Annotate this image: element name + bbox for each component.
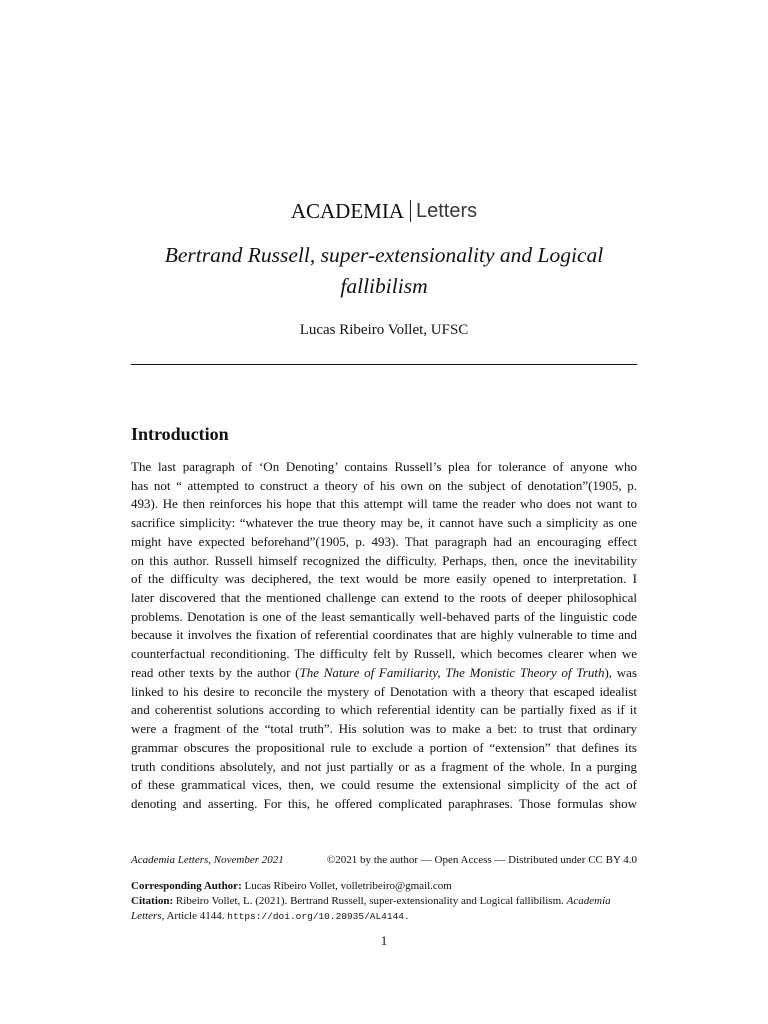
article-title	[0, 240, 768, 302]
corresponding-author-label: Corresponding Author:	[131, 880, 242, 892]
masthead-brand: ACADEMIA	[290, 199, 404, 223]
doi-link[interactable]: https://doi.org/10.20935/AL4144.	[227, 911, 410, 922]
body-line: because it involves the fixation of referential coordinates that are highly vulnerable to time and	[131, 627, 637, 643]
body-line: and coherentist solutions according to which referential identity can be partially fixed as if it	[131, 702, 637, 718]
masthead	[0, 198, 768, 224]
body-line: has not “ attempted to construct a theory of his own on the subject of denotation”(1905, p.	[131, 477, 637, 493]
body-line: denoting and asserting. For this, he offered complicated paraphrases. Those formulas show	[131, 795, 637, 811]
article-title-line: fallibilism	[340, 274, 428, 298]
page-number: 1	[380, 933, 388, 948]
citation-journal: Letters	[131, 910, 162, 922]
corresponding-author-name: Lucas Ribeiro Vollet,	[244, 880, 338, 892]
citation-article: , Article 4144.	[161, 910, 225, 922]
body-line: of these grammatical vices, then, we could resume the extensional simplicity of the act of	[131, 777, 637, 793]
citation-label: Citation:	[131, 895, 174, 907]
body-line-text: read other texts by the author (	[131, 664, 300, 680]
body-line: The last paragraph of ‘On Denoting’ contains Russell’s plea for tolerance of anyone who	[131, 459, 637, 474]
journal-issue: Academia Letters, November 2021	[131, 854, 284, 866]
article-author: Lucas Ribeiro Vollet, UFSC	[299, 322, 469, 338]
body-line: linked to his desire to reconcile the mystery of Denotation with a theory that escaped idealist	[131, 683, 637, 699]
body-paragraph	[131, 458, 637, 814]
body-line: sacrifice simplicity: “whatever the true theory may be, it cannot have such a simplicity as one	[131, 515, 637, 531]
masthead-separator	[410, 200, 411, 222]
corresponding-author-line	[131, 879, 637, 894]
body-line: problems. Denotation is one of the least semantically well-behaved parts of the linguistic code	[131, 608, 637, 624]
body-line-italic-titles: The Nature of Familiarity, The Monistic Theory of Truth	[299, 664, 605, 680]
article-title-line: Bertrand Russell, super-extensionality and Logical	[164, 243, 604, 267]
body-line: might have expected beforehand”(1905, p. 493). That paragraph had an encouraging effect	[131, 533, 637, 549]
body-line: truth conditions absolutely, and not just partially or as a fragment of the whole. In a purging	[131, 758, 637, 774]
body-line	[131, 664, 637, 683]
body-line: grammar obscures the propositional rule to exclude a portion of “extension” that defines its	[131, 739, 637, 755]
license-notice: ©2021 by the author — Open Access — Distributed under CC BY 4.0	[326, 854, 637, 866]
body-line: 493). He then reinforces his hope that this attempt will tame the reader who does not want to	[131, 496, 637, 512]
citation-text: Ribeiro Vollet, L. (2021). Bertrand Russell, super-extensionality and Logical fallibilism.	[175, 895, 564, 907]
citation-line	[131, 894, 637, 909]
footer-meta	[131, 853, 637, 868]
body-line: were a fragment of the “total truth”. His solution was to make a bet: to trust that ordinary	[131, 721, 637, 737]
body-line: later discovered that the mentioned challenge can extend to the roots of deeper philosophical	[131, 590, 637, 606]
citation-journal: Academia	[566, 895, 611, 907]
body-line-text: ), was	[604, 664, 637, 680]
section-heading: Introduction	[131, 424, 229, 444]
title-rule	[131, 364, 637, 365]
body-line: of the difficulty was deciphered, the text would be more easily opened to interpretation. I	[131, 571, 637, 587]
body-line: on this author. Russell himself recognized the difficulty. Perhaps, then, once the inevitability	[131, 552, 637, 568]
citation-line	[131, 909, 637, 924]
footer-notes	[131, 879, 637, 924]
body-line: counterfactual reconditioning. The difficulty felt by Russell, which becomes clearer when we	[131, 646, 637, 662]
email-link[interactable]: volletribeiro@gmail.com	[340, 880, 452, 892]
masthead-section: Letters	[416, 200, 478, 222]
